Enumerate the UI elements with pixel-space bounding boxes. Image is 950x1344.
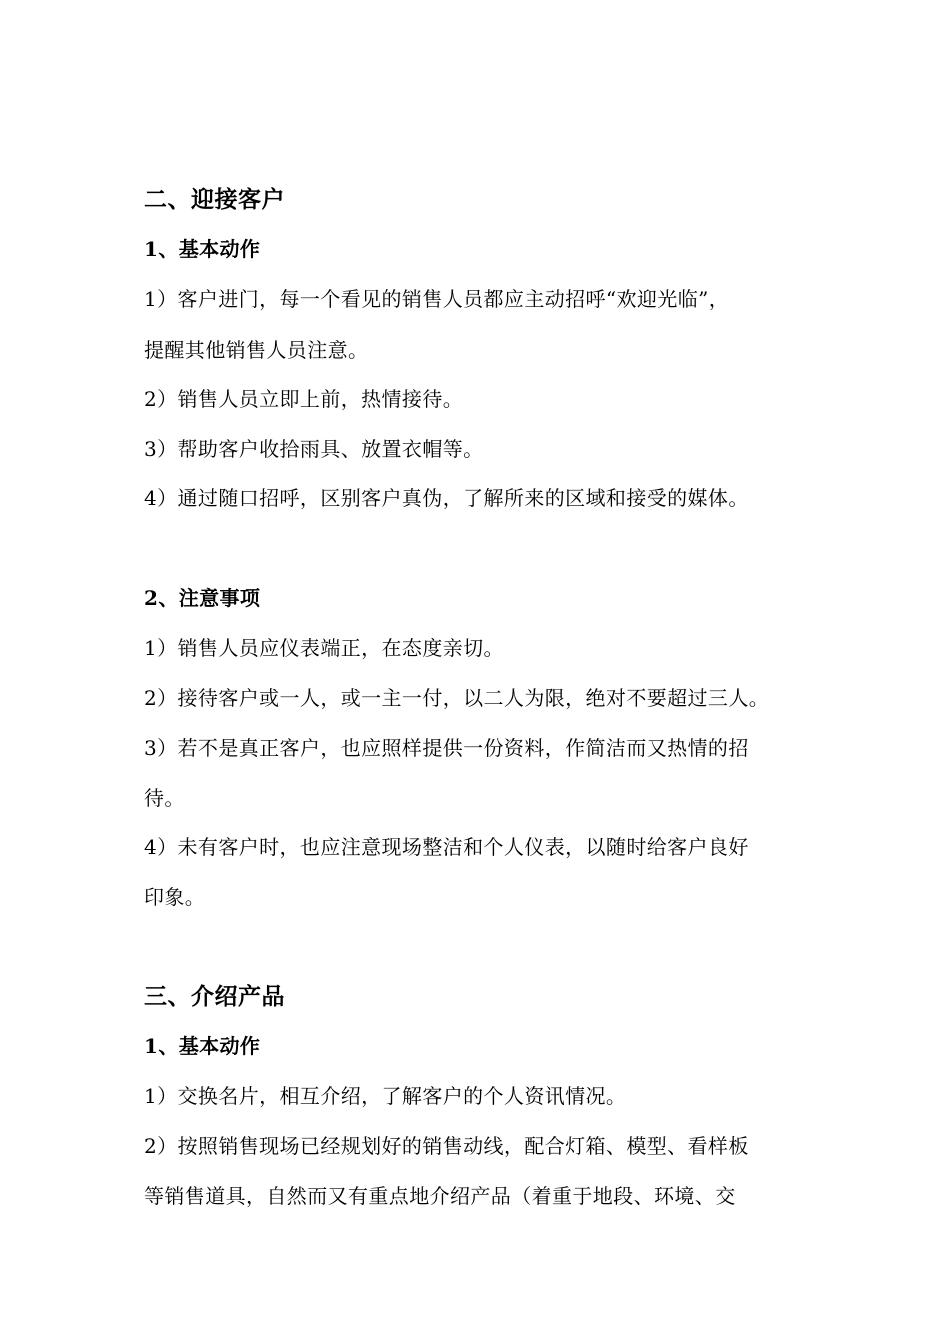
- section-heading-introduce-product: 三、介绍产品: [144, 983, 285, 1010]
- paragraph-line: 1）销售人员应仪表端正，在态度亲切。: [144, 636, 504, 660]
- paragraph-line: 3）帮助客户收拾雨具、放置衣帽等。: [144, 437, 484, 461]
- subheading-basic-actions: 1、基本动作: [144, 237, 261, 261]
- paragraph-line: 4）未有客户时，也应注意现场整洁和个人仪表，以随时给客户良好: [144, 835, 749, 859]
- paragraph-line: 1）客户进门，每一个看见的销售人员都应主动招呼“欢迎光临”，: [144, 287, 730, 311]
- subheading-notes: 2、注意事项: [144, 586, 261, 610]
- paragraph-line: 4）通过随口招呼，区别客户真伪，了解所来的区域和接受的媒体。: [144, 486, 749, 510]
- paragraph-line: 等销售道具，自然而又有重点地介绍产品（着重于地段、环境、交: [144, 1184, 736, 1208]
- paragraph-line: 提醒其他销售人员注意。: [144, 338, 369, 362]
- paragraph-line: 2）销售人员立即上前，热情接待。: [144, 387, 464, 411]
- paragraph-line: 3）若不是真正客户，也应照样提供一份资料，作简洁而又热情的招: [144, 736, 749, 760]
- paragraph-line: 待。: [144, 786, 185, 810]
- paragraph-line: 1）交换名片，相互介绍，了解客户的个人资讯情况。: [144, 1084, 627, 1108]
- paragraph-line: 印象。: [144, 885, 206, 909]
- paragraph-line: 2）按照销售现场已经规划好的销售动线，配合灯箱、模型、看样板: [144, 1134, 749, 1158]
- subheading-basic-actions: 1、基本动作: [144, 1034, 261, 1058]
- paragraph-line: 2）接待客户或一人，或一主一付，以二人为限，绝对不要超过三人。: [144, 686, 770, 710]
- section-heading-welcome-customers: 二、迎接客户: [144, 186, 285, 213]
